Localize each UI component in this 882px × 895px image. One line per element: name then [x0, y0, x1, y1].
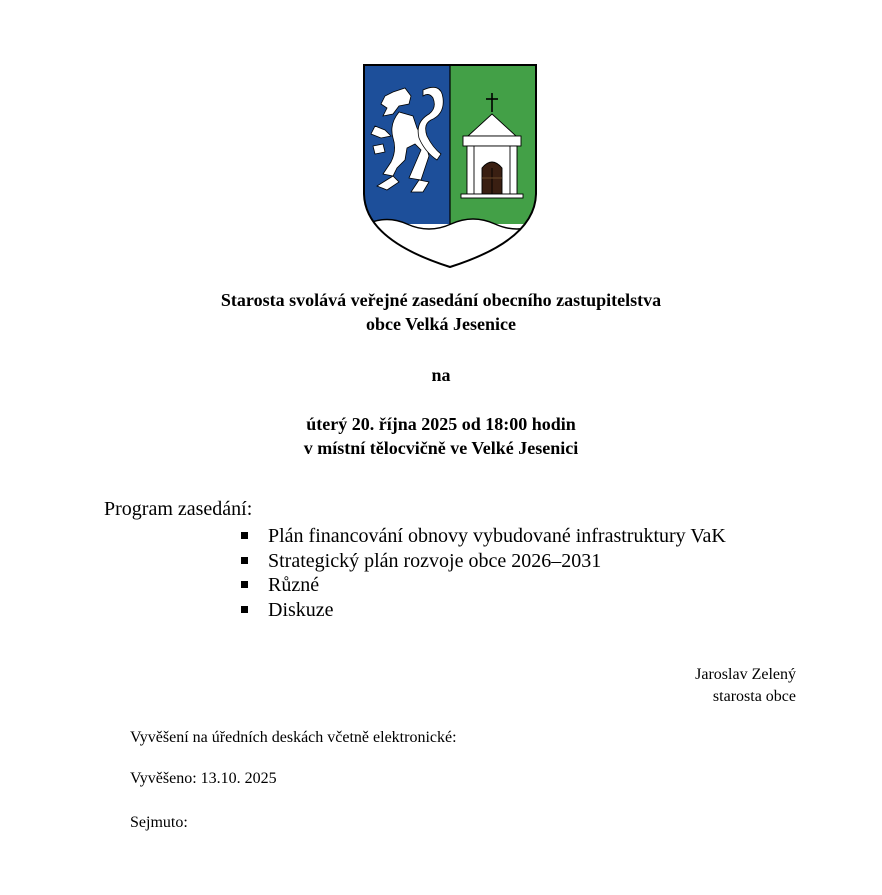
bullet-icon: [241, 606, 248, 613]
heading-line-2: obce Velká Jesenice: [366, 314, 516, 334]
agenda-item: [240, 573, 726, 598]
heading-line-1: Starosta svolává veřejné zasedání obecního zastupitelstva: [220, 290, 662, 310]
signature-role: starosta obce: [712, 688, 796, 705]
bullet-icon: [241, 581, 248, 588]
meeting-place: v místní tělocvičně ve Velké Jesenici: [303, 438, 579, 458]
bullet-icon: [241, 557, 248, 564]
agenda-item: [240, 549, 726, 574]
agenda-item-text: Diskuze: [268, 598, 334, 621]
agenda-item-text: Různé: [268, 574, 320, 596]
bullet-icon: [241, 532, 248, 539]
program-title: Program zasedání:: [104, 498, 253, 520]
agenda-item: [240, 598, 726, 623]
signature-name: Jaroslav Zelený: [695, 666, 796, 683]
agenda-item: [240, 524, 726, 549]
removed-date: Sejmuto:: [130, 814, 188, 831]
posted-date: Vyvěšeno: 13.10. 2025: [130, 770, 277, 787]
agenda-item-text: Plán financování obnovy vybudované infrastruktury VaK: [268, 525, 726, 547]
wavy-base: [363, 219, 537, 268]
heading-na: na: [431, 365, 451, 385]
meeting-date: úterý 20. října 2025 od 18:00 hodin: [306, 414, 576, 434]
agenda-list: [240, 524, 726, 622]
posting-note: Vyvěšení na úředních deskách včetně elektronické:: [130, 729, 457, 746]
agenda-item-text: Strategický plán rozvoje obce 2026–2031: [268, 549, 602, 572]
coat-of-arms: [363, 64, 537, 268]
